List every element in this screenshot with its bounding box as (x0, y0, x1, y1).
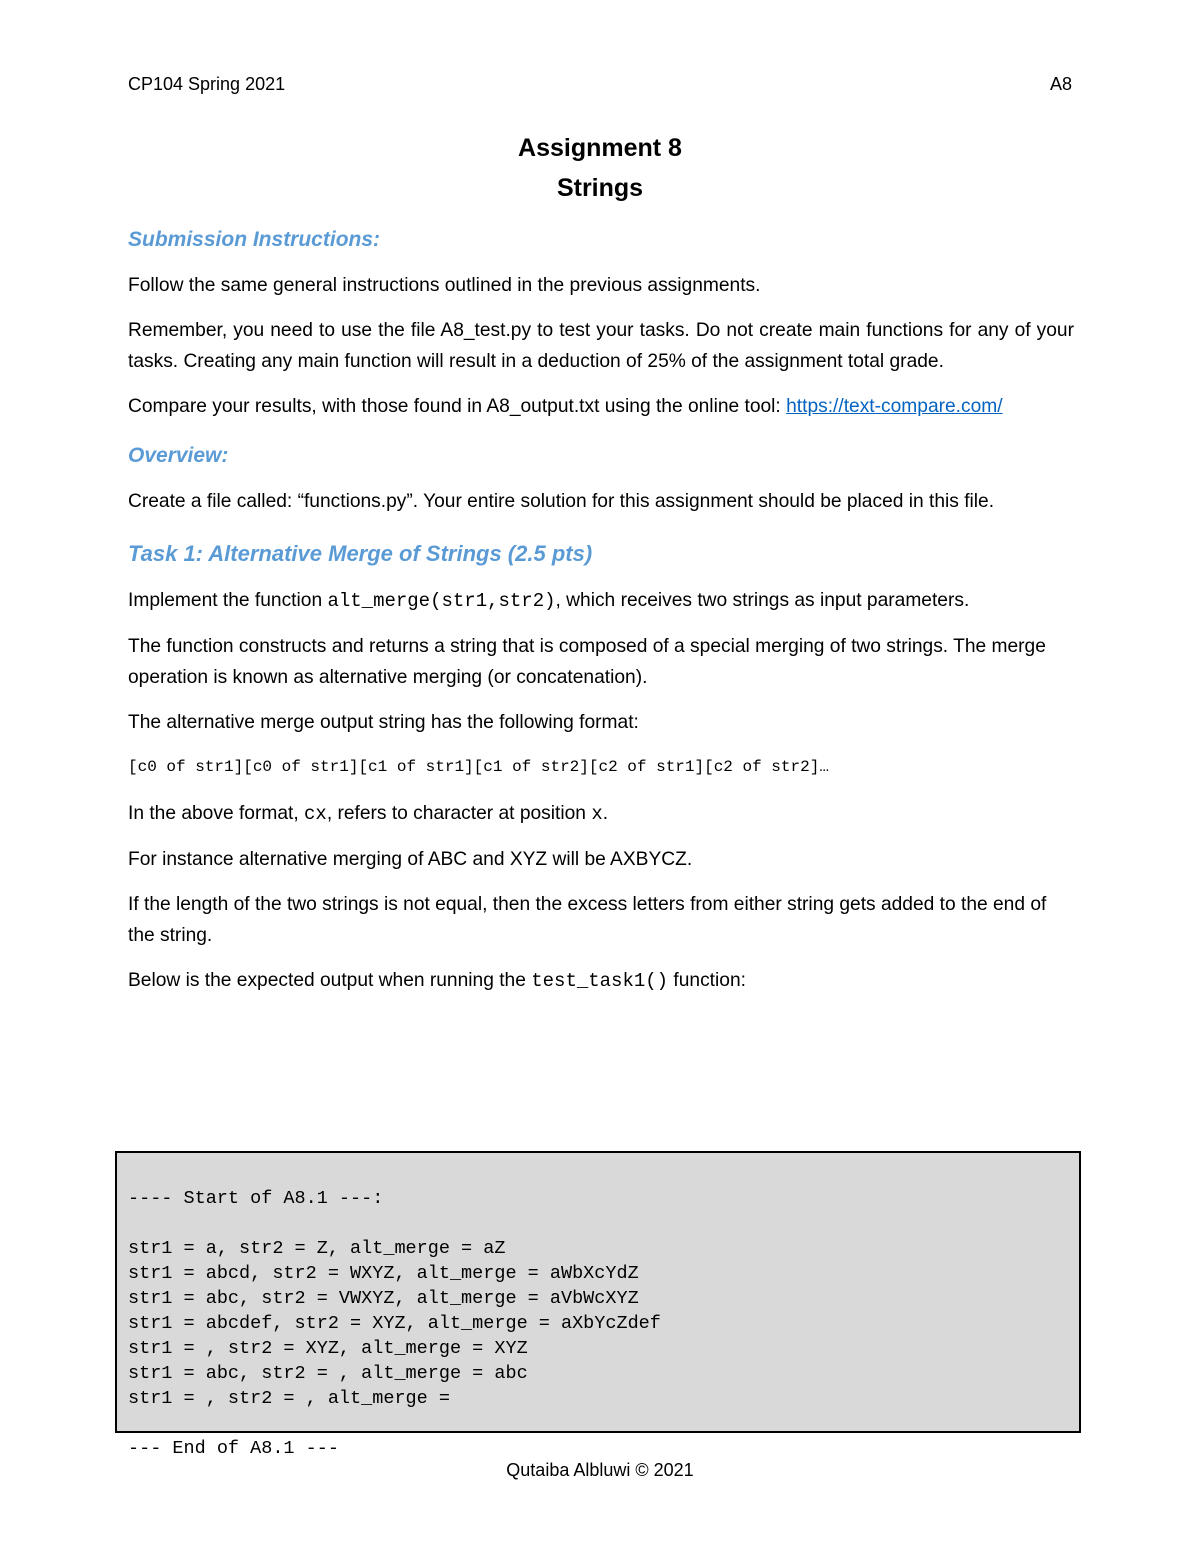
task1-p4-text-b: , refers to character at position (326, 803, 586, 824)
x-code: x (591, 803, 603, 825)
page-title (0, 128, 1200, 208)
footer-copyright: Qutaiba Albluwi © 2021 (506, 1460, 694, 1480)
output-line: str1 = a, str2 = Z, alt_merge = aZ (128, 1238, 506, 1259)
alt-merge-code: alt_merge(str1,str2) (327, 590, 556, 612)
submission-heading: Submission Instructions: (128, 228, 381, 251)
text-compare-link[interactable]: https://text-compare.com/ (786, 396, 1003, 417)
overview-paragraph: Create a file called: “functions.py”. Your entire solution for this assignment should be placed in this file. (128, 491, 995, 512)
task1-paragraph-3: The alternative merge output string has the following format: (128, 712, 639, 733)
output-line: str1 = , str2 = XYZ, alt_merge = XYZ (128, 1338, 528, 1359)
task1-paragraph-6: If the length of the two strings is not equal, then the excess letters from either string gets added to the end of the string. (128, 894, 1047, 946)
submission-paragraph-3 (128, 391, 1074, 422)
header-code: A8 (1049, 74, 1072, 94)
submission-paragraph-3-text: Compare your results, with those found in A8_output.txt using the online tool: (128, 396, 781, 417)
overview-heading: Overview: (128, 444, 229, 467)
task1-paragraph-2: The function constructs and returns a string that is composed of a special merging of two strings. The merge operation is known as alternative merging (or concatenation). (128, 636, 1046, 688)
output-line: str1 = abcd, str2 = WXYZ, alt_merge = aWbXcYdZ (128, 1263, 639, 1284)
output-line (128, 1211, 1068, 1236)
main-content (128, 228, 1074, 1011)
task1-p4-text-c: . (602, 803, 609, 824)
task1-paragraph-1 (128, 585, 1074, 617)
task1-p1-text-a: Implement the function (128, 590, 323, 611)
merge-format-line: [c0 of str1][c0 of str1][c1 of str1][c1 of str2][c2 of str1][c2 of str2]… (128, 758, 829, 776)
task1-heading: Task 1: Alternative Merge of Strings (2.5 pts) (128, 541, 593, 566)
submission-paragraph-2: Remember, you need to use the file A8_test.py to test your tasks. Do not create main functions for any of your tasks. Creating any main function will result in a deduction of 25% of the assignment total grade. (128, 320, 1074, 372)
output-line (128, 1411, 1068, 1436)
title-line-2: Strings (556, 174, 644, 202)
task1-paragraph-5: For instance alternative merging of ABC and XYZ will be AXBYCZ. (128, 849, 693, 870)
task1-paragraph-4 (128, 798, 1074, 830)
expected-output-box (115, 1151, 1081, 1459)
title-line-1: Assignment 8 (518, 134, 682, 162)
output-line: ---- Start of A8.1 ---: (128, 1188, 384, 1209)
task1-paragraph-7 (128, 965, 1074, 997)
output-line: --- End of A8.1 --- (128, 1438, 339, 1459)
task1-p1-text-b: , which receives two strings as input parameters. (555, 590, 970, 611)
output-line: str1 = abc, str2 = VWXYZ, alt_merge = aVbWcXYZ (128, 1288, 639, 1309)
task1-p7-text-b: function: (673, 970, 746, 991)
output-line: str1 = abc, str2 = , alt_merge = abc (128, 1363, 528, 1384)
header-course: CP104 Spring 2021 (128, 74, 286, 94)
output-line: str1 = , str2 = , alt_merge = (128, 1388, 450, 1409)
test-task1-code: test_task1() (531, 970, 669, 992)
cx-code: cx (304, 803, 327, 825)
submission-paragraph-1: Follow the same general instructions outlined in the previous assignments. (128, 275, 761, 296)
task1-p4-text-a: In the above format, (128, 803, 299, 824)
task1-p7-text-a: Below is the expected output when running the (128, 970, 526, 991)
output-line: str1 = abcdef, str2 = XYZ, alt_merge = aXbYcZdef (128, 1313, 661, 1334)
